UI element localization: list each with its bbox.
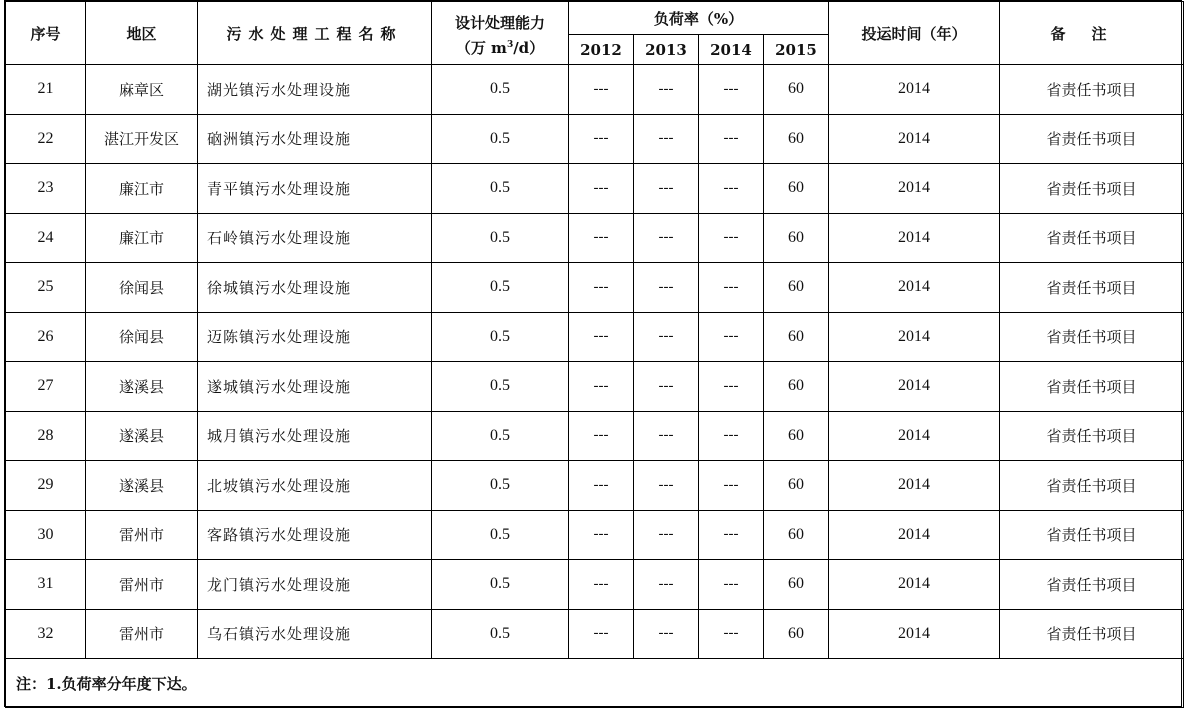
cell-load-2014: --- [699,461,764,511]
cell-operation-year: 2014 [829,560,1000,610]
cell-capacity: 0.5 [432,461,569,511]
cell-remark: 省责任书项目 [1000,461,1184,511]
cell-project-name: 石岭镇污水处理设施 [198,213,432,263]
cell-project-name: 北坡镇污水处理设施 [198,461,432,511]
cell-operation-year: 2014 [829,164,1000,214]
cell-load-2014: --- [699,65,764,115]
cell-load-2015: 60 [764,411,829,461]
cell-load-2014: --- [699,213,764,263]
cell-seq: 26 [6,312,86,362]
cell-capacity: 0.5 [432,362,569,412]
cell-operation-year: 2014 [829,362,1000,412]
cell-load-2015: 60 [764,362,829,412]
sewage-project-table-page [4,0,1182,707]
cell-remark: 省责任书项目 [1000,609,1184,659]
cell-seq: 32 [6,609,86,659]
cell-remark: 省责任书项目 [1000,411,1184,461]
cell-remark: 省责任书项目 [1000,164,1184,214]
cell-load-2012: --- [569,114,634,164]
cell-load-2014: --- [699,510,764,560]
cell-load-2013: --- [634,312,699,362]
cell-load-2012: --- [569,411,634,461]
cell-project-name: 硇洲镇污水处理设施 [198,114,432,164]
cell-capacity: 0.5 [432,609,569,659]
cell-region: 麻章区 [86,65,198,115]
table-row [6,114,1184,164]
header-load-rate: 负荷率（%） [569,2,829,35]
cell-load-2014: --- [699,312,764,362]
cell-load-2014: --- [699,411,764,461]
cell-capacity: 0.5 [432,510,569,560]
footnote: 注：1.负荷率分年度下达。 [6,659,1184,708]
table-row [6,263,1184,313]
header-project-name: 污水处理工程名称 [198,2,432,65]
cell-seq: 30 [6,510,86,560]
header-capacity-unit: （万 $m^3/d$） [455,39,545,57]
cell-seq: 29 [6,461,86,511]
cell-operation-year: 2014 [829,609,1000,659]
cell-project-name: 迈陈镇污水处理设施 [198,312,432,362]
header-seq: 序号 [6,2,86,65]
cell-load-2015: 60 [764,65,829,115]
cell-capacity: 0.5 [432,411,569,461]
cell-load-2012: --- [569,263,634,313]
cell-load-2015: 60 [764,312,829,362]
cell-operation-year: 2014 [829,263,1000,313]
cell-load-2013: --- [634,263,699,313]
header-capacity [432,2,569,65]
header-year-2013: 2013 [634,35,699,65]
cell-project-name: 客路镇污水处理设施 [198,510,432,560]
cell-project-name: 遂城镇污水处理设施 [198,362,432,412]
cell-capacity: 0.5 [432,213,569,263]
cell-load-2014: --- [699,164,764,214]
cell-load-2015: 60 [764,609,829,659]
cell-project-name: 青平镇污水处理设施 [198,164,432,214]
header-remark: 备注 [1000,2,1184,65]
cell-capacity: 0.5 [432,560,569,610]
cell-operation-year: 2014 [829,411,1000,461]
cell-load-2012: --- [569,560,634,610]
cell-region: 雷州市 [86,510,198,560]
cell-load-2013: --- [634,213,699,263]
cell-remark: 省责任书项目 [1000,560,1184,610]
cell-load-2013: --- [634,411,699,461]
cell-region: 遂溪县 [86,362,198,412]
header-capacity-line1: 设计处理能力 [454,14,545,32]
cell-seq: 31 [6,560,86,610]
cell-remark: 省责任书项目 [1000,263,1184,313]
table-row [6,560,1184,610]
cell-load-2015: 60 [764,461,829,511]
cell-region: 遂溪县 [86,461,198,511]
cell-load-2012: --- [569,164,634,214]
cell-load-2013: --- [634,164,699,214]
cell-load-2013: --- [634,560,699,610]
cell-load-2012: --- [569,609,634,659]
header-year-2012: 2012 [569,35,634,65]
cell-operation-year: 2014 [829,461,1000,511]
cell-seq: 23 [6,164,86,214]
cell-seq: 22 [6,114,86,164]
cell-load-2015: 60 [764,510,829,560]
cell-remark: 省责任书项目 [1000,114,1184,164]
cell-load-2012: --- [569,312,634,362]
cell-load-2013: --- [634,510,699,560]
cell-project-name: 龙门镇污水处理设施 [198,560,432,610]
cell-region: 雷州市 [86,560,198,610]
header-operation-time: 投运时间（年） [829,2,1000,65]
cell-load-2014: --- [699,609,764,659]
cell-load-2015: 60 [764,114,829,164]
cell-remark: 省责任书项目 [1000,312,1184,362]
header-year-2014: 2014 [699,35,764,65]
cell-remark: 省责任书项目 [1000,213,1184,263]
cell-project-name: 城月镇污水处理设施 [198,411,432,461]
cell-region: 雷州市 [86,609,198,659]
table-row [6,609,1184,659]
cell-project-name: 徐城镇污水处理设施 [198,263,432,313]
cell-load-2012: --- [569,461,634,511]
cell-load-2012: --- [569,65,634,115]
cell-seq: 21 [6,65,86,115]
cell-capacity: 0.5 [432,65,569,115]
cell-load-2013: --- [634,65,699,115]
cell-region: 廉江市 [86,213,198,263]
cell-seq: 25 [6,263,86,313]
table-header [6,2,1184,65]
cell-load-2014: --- [699,362,764,412]
cell-region: 徐闻县 [86,312,198,362]
cell-load-2013: --- [634,461,699,511]
cell-load-2014: --- [699,263,764,313]
cell-load-2012: --- [569,362,634,412]
cell-capacity: 0.5 [432,114,569,164]
cell-capacity: 0.5 [432,263,569,313]
header-year-2015: 2015 [764,35,829,65]
cell-capacity: 0.5 [432,312,569,362]
table-row [6,164,1184,214]
sewage-project-table [5,1,1184,708]
cell-load-2012: --- [569,510,634,560]
cell-operation-year: 2014 [829,312,1000,362]
cell-load-2015: 60 [764,263,829,313]
table-row [6,510,1184,560]
cell-load-2013: --- [634,362,699,412]
cell-operation-year: 2014 [829,65,1000,115]
cell-region: 徐闻县 [86,263,198,313]
cell-region: 廉江市 [86,164,198,214]
cell-capacity: 0.5 [432,164,569,214]
cell-region: 湛江开发区 [86,114,198,164]
cell-load-2012: --- [569,213,634,263]
cell-project-name: 乌石镇污水处理设施 [198,609,432,659]
cell-operation-year: 2014 [829,510,1000,560]
cell-seq: 28 [6,411,86,461]
cell-load-2015: 60 [764,164,829,214]
cell-seq: 27 [6,362,86,412]
cell-operation-year: 2014 [829,114,1000,164]
cell-load-2013: --- [634,114,699,164]
cell-seq: 24 [6,213,86,263]
cell-remark: 省责任书项目 [1000,65,1184,115]
cell-remark: 省责任书项目 [1000,362,1184,412]
table-row [6,362,1184,412]
table-row [6,461,1184,511]
cell-load-2014: --- [699,560,764,610]
cell-load-2013: --- [634,609,699,659]
header-region: 地区 [86,2,198,65]
table-row [6,312,1184,362]
cell-operation-year: 2014 [829,213,1000,263]
table-body [6,65,1184,659]
cell-project-name: 湖光镇污水处理设施 [198,65,432,115]
cell-load-2015: 60 [764,560,829,610]
cell-load-2014: --- [699,114,764,164]
cell-remark: 省责任书项目 [1000,510,1184,560]
cell-load-2015: 60 [764,213,829,263]
table-row [6,213,1184,263]
cell-region: 遂溪县 [86,411,198,461]
table-row [6,411,1184,461]
table-row [6,65,1184,115]
